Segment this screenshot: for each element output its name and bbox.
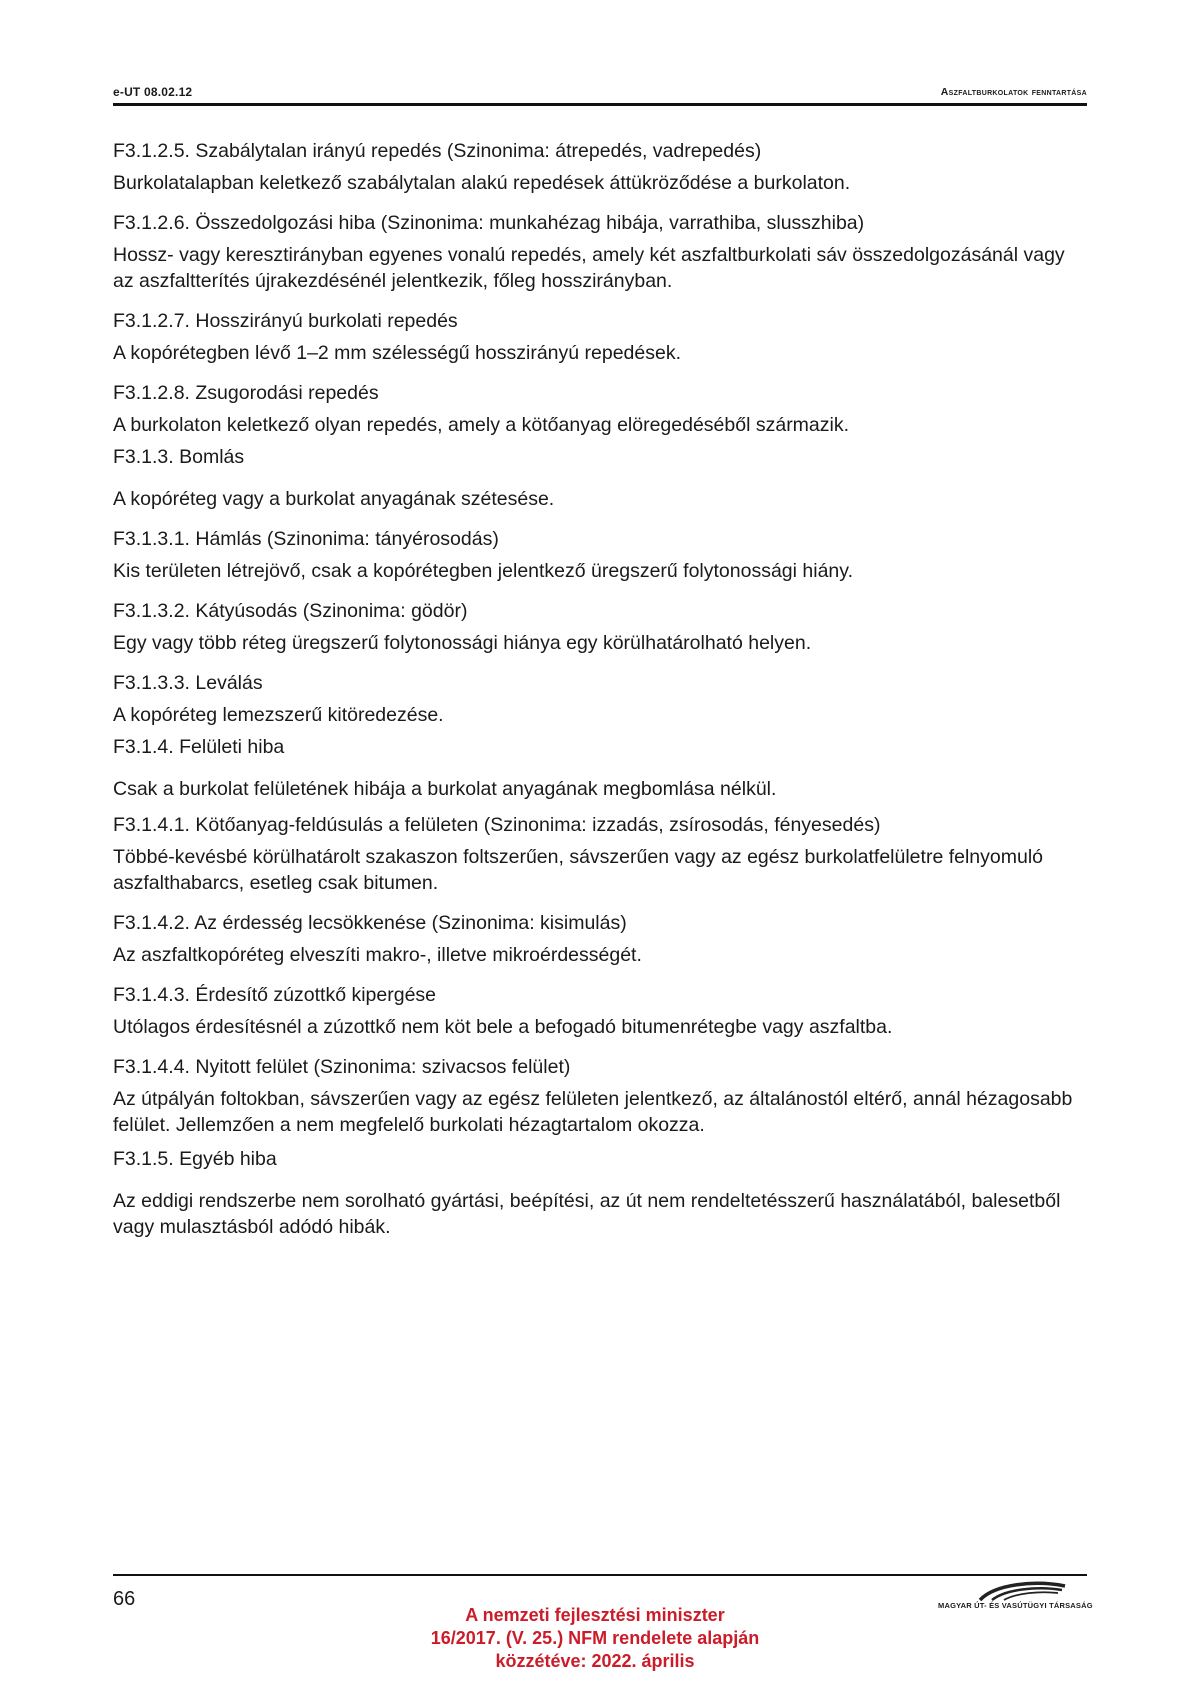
section-f3-1-3-2 (113, 598, 1089, 656)
section-f3-1-4-2 (113, 910, 1089, 968)
document-title: Aszfaltburkolatok fenntartása (940, 86, 1087, 98)
section-body: Az útpályán foltokban, sávszerűen vagy az egész felületen jelentkező, az általánostól eltérő, annál hézagosabb felület. Jellemzően a nem megfelelő burkolati hézagtartalom okozza. (113, 1088, 1073, 1136)
section-heading: F3.1.4.4. Nyitott felület (Szinonima: szivacsos felület) (113, 1056, 571, 1078)
section-f3-1-2-8 (113, 380, 1089, 438)
section-body: Többé-kevésbé körülhatárolt szakaszon foltszerűen, sávszerűen vagy az egész burkolatfelületre felnyomuló aszfalthabarcs, esetleg csak bitumen. (113, 846, 1044, 894)
main-content (113, 138, 1089, 1240)
section-body: Utólagos érdesítésnél a zúzottkő nem köt bele a befogadó bitumenrétegbe vagy aszfaltba. (113, 1016, 893, 1038)
section-heading: F3.1.4.1. Kötőanyag-feldúsulás a felületen (Szinonima: izzadás, zsírosodás, fényesedés) (113, 814, 881, 836)
document-code: e-UT 08.02.12 (113, 85, 193, 99)
section-heading: F3.1.2.5. Szabálytalan irányú repedés (Szinonima: átrepedés, vadrepedés) (113, 140, 762, 162)
section-body: Burkolatalapban keletkező szabálytalan alakú repedések áttükröződése a burkolaton. (113, 172, 851, 194)
section-heading: F3.1.3.1. Hámlás (Szinonima: tányérosodás) (113, 528, 499, 550)
section-body: Egy vagy több réteg üregszerű folytonossági hiánya egy körülhatárolható helyen. (113, 632, 812, 654)
section-f3-1-4 (113, 734, 1089, 802)
section-heading: F3.1.3.2. Kátyúsodás (Szinonima: gödör) (113, 600, 468, 622)
section-body: A burkolaton keletkező olyan repedés, amely a kötőanyag elöregedéséből származik. (113, 414, 850, 436)
section-f3-1-3 (113, 444, 1089, 512)
section-body: A kopóréteg vagy a burkolat anyagának szétesése. (113, 488, 555, 510)
section-heading: F3.1.5. Egyéb hiba (113, 1148, 277, 1170)
section-body: A kopórétegben lévő 1–2 mm szélességű hosszirányú repedések. (113, 342, 682, 364)
section-heading: F3.1.4.2. Az érdesség lecsökkenése (Szinonima: kisimulás) (113, 912, 627, 934)
notice-line: közzétéve: 2022. április (495, 1651, 695, 1671)
section-body: Csak a burkolat felületének hibája a burkolat anyagának megbomlása nélkül. (113, 778, 777, 800)
page-header (113, 83, 1087, 106)
section-body: Az aszfaltkopóréteg elveszíti makro-, illetve mikroérdességét. (113, 944, 642, 966)
notice-line: 16/2017. (V. 25.) NFM rendelete alapján (430, 1628, 760, 1648)
section-f3-1-4-1 (113, 812, 1089, 896)
section-body: Hossz- vagy keresztirányban egyenes vonalú repedés, amely két aszfaltburkolati sáv összedolgozásánál vagy az aszfaltterítés újrakezdésénél jelentkezik, főleg hosszirányban. (113, 244, 1065, 292)
logo-caption: MAGYAR ÚT- ÉS VASÚTÜGYI TÁRSASÁG (938, 1601, 1093, 1610)
section-body: Kis területen létrejövő, csak a kopórétegben jelentkező üregszerű folytonossági hiány. (113, 560, 853, 582)
section-f3-1-3-3 (113, 670, 1089, 728)
section-heading: F3.1.4.3. Érdesítő zúzottkő kipergése (113, 984, 437, 1006)
section-heading: F3.1.2.8. Zsugorodási repedés (113, 382, 379, 404)
section-heading: F3.1.3.3. Leválás (113, 672, 263, 694)
section-f3-1-5 (113, 1146, 1089, 1240)
section-heading: F3.1.2.7. Hosszirányú burkolati repedés (113, 310, 458, 332)
section-heading: F3.1.3. Bomlás (113, 446, 245, 468)
section-f3-1-4-3 (113, 982, 1089, 1040)
section-f3-1-4-4 (113, 1054, 1089, 1138)
page-number: 66 (113, 1588, 136, 1610)
section-body: A kopóréteg lemezszerű kitöredezése. (113, 704, 444, 726)
section-heading: F3.1.4. Felületi hiba (113, 736, 285, 758)
section-f3-1-2-6 (113, 210, 1089, 294)
notice-line: A nemzeti fejlesztési miniszter (465, 1605, 725, 1625)
section-body: Az eddigi rendszerbe nem sorolható gyártási, beépítési, az út nem rendeltetésszerű használatából, balesetből vagy mulasztásból adódó hibák. (113, 1190, 1061, 1238)
section-f3-1-3-1 (113, 526, 1089, 584)
section-heading: F3.1.2.6. Összedolgozási hiba (Szinonima: munkahézag hibája, varrathiba, slusszhiba) (113, 212, 865, 234)
section-f3-1-2-5 (113, 138, 1089, 196)
publication-notice (345, 1604, 845, 1673)
section-f3-1-2-7 (113, 308, 1089, 366)
